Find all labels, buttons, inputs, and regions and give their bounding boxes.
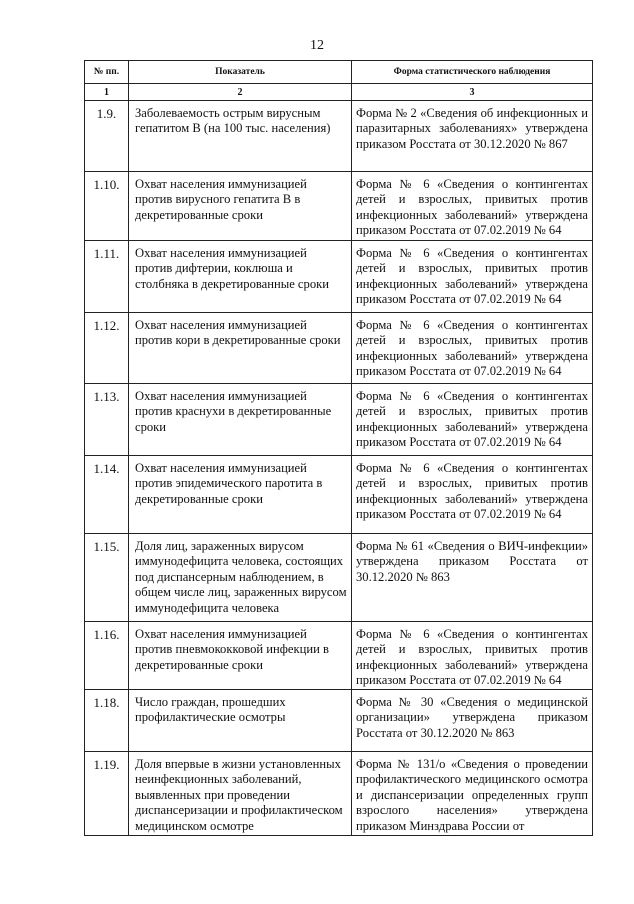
indicator-cell: Охват населения иммунизацией против эпидемического паротита в декретированные сроки [129, 456, 352, 534]
form-cell: Форма № 131/о «Сведения о проведении профилактического медицинского осмотра и диспансеризации определенных групп взрослого населения» утверждена приказом Минздрава России от [352, 752, 593, 836]
row-number: 1.14. [85, 456, 129, 534]
indicator-cell: Охват населения иммунизацией против дифтерии, коклюша и столбняка в декретированные сроки [129, 241, 352, 313]
indicator-cell: Охват населения иммунизацией против пневмококковой инфекции в декретированные сроки [129, 622, 352, 690]
column-number: 2 [129, 84, 352, 101]
header-form: Форма статистического наблюдения [352, 61, 593, 84]
indicator-cell: Охват населения иммунизацией против кори в декретированные сроки [129, 313, 352, 384]
row-number: 1.13. [85, 384, 129, 456]
indicator-cell: Охват населения иммунизацией против краснухи в декретированные сроки [129, 384, 352, 456]
table-row [85, 752, 593, 836]
form-cell: Форма № 6 «Сведения о контингентах детей и взрослых, привитых против инфекционных заболеваний» утверждена приказом Росстата от 07.02.2019 № 64 [352, 241, 593, 313]
form-cell: Форма № 6 «Сведения о контингентах детей и взрослых, привитых против инфекционных заболеваний» утверждена приказом Росстата от 07.02.2019 № 64 [352, 172, 593, 241]
indicator-cell: Охват населения иммунизацией против вирусного гепатита В в декретированные сроки [129, 172, 352, 241]
row-number: 1.16. [85, 622, 129, 690]
row-number: 1.19. [85, 752, 129, 836]
row-number: 1.15. [85, 534, 129, 622]
table-row [85, 101, 593, 172]
table-row [85, 384, 593, 456]
column-number: 3 [352, 84, 593, 101]
header-indicator: Показатель [129, 61, 352, 84]
row-number: 1.12. [85, 313, 129, 384]
indicator-cell: Число граждан, прошедших профилактические осмотры [129, 690, 352, 752]
form-cell: Форма № 6 «Сведения о контингентах детей и взрослых, привитых против инфекционных заболеваний» утверждена приказом Росстата от 07.02.2019 № 64 [352, 622, 593, 690]
form-cell: Форма № 6 «Сведения о контингентах детей и взрослых, привитых против инфекционных заболеваний» утверждена приказом Росстата от 07.02.2019 № 64 [352, 456, 593, 534]
table-header-row [85, 61, 593, 84]
column-number: 1 [85, 84, 129, 101]
indicator-cell: Доля впервые в жизни установленных неинфекционных заболеваний, выявленных при проведении диспансеризации и профилактическом медицинском осмотре [129, 752, 352, 836]
indicator-cell: Доля лиц, зараженных вирусом иммунодефицита человека, состоящих под диспансерным наблюдением, в общем числе лиц, зараженных вирусом иммунодефицита человека [129, 534, 352, 622]
indicators-table [84, 60, 593, 836]
table-row [85, 690, 593, 752]
row-number: 1.11. [85, 241, 129, 313]
column-numbers-row [85, 84, 593, 101]
form-cell: Форма № 30 «Сведения о медицинской организации» утверждена приказом Росстата от 30.12.2020 № 863 [352, 690, 593, 752]
form-cell: Форма № 61 «Сведения о ВИЧ-инфекции» утверждена приказом Росстата от 30.12.2020 № 863 [352, 534, 593, 622]
page-number: 12 [310, 38, 324, 53]
form-cell: Форма № 2 «Сведения об инфекционных и паразитарных заболеваниях» утверждена приказом Росстата от 30.12.2020 № 867 [352, 101, 593, 172]
row-number: 1.10. [85, 172, 129, 241]
table-row [85, 313, 593, 384]
row-number: 1.9. [85, 101, 129, 172]
indicator-cell: Заболеваемость острым вирусным гепатитом В (на 100 тыс. населения) [129, 101, 352, 172]
row-number: 1.18. [85, 690, 129, 752]
form-cell: Форма № 6 «Сведения о контингентах детей и взрослых, привитых против инфекционных заболеваний» утверждена приказом Росстата от 07.02.2019 № 64 [352, 313, 593, 384]
table-row [85, 456, 593, 534]
header-number: № пп. [85, 61, 129, 84]
table-row [85, 534, 593, 622]
table-row [85, 241, 593, 313]
table-row [85, 622, 593, 690]
form-cell: Форма № 6 «Сведения о контингентах детей и взрослых, привитых против инфекционных заболеваний» утверждена приказом Росстата от 07.02.2019 № 64 [352, 384, 593, 456]
table-row [85, 172, 593, 241]
